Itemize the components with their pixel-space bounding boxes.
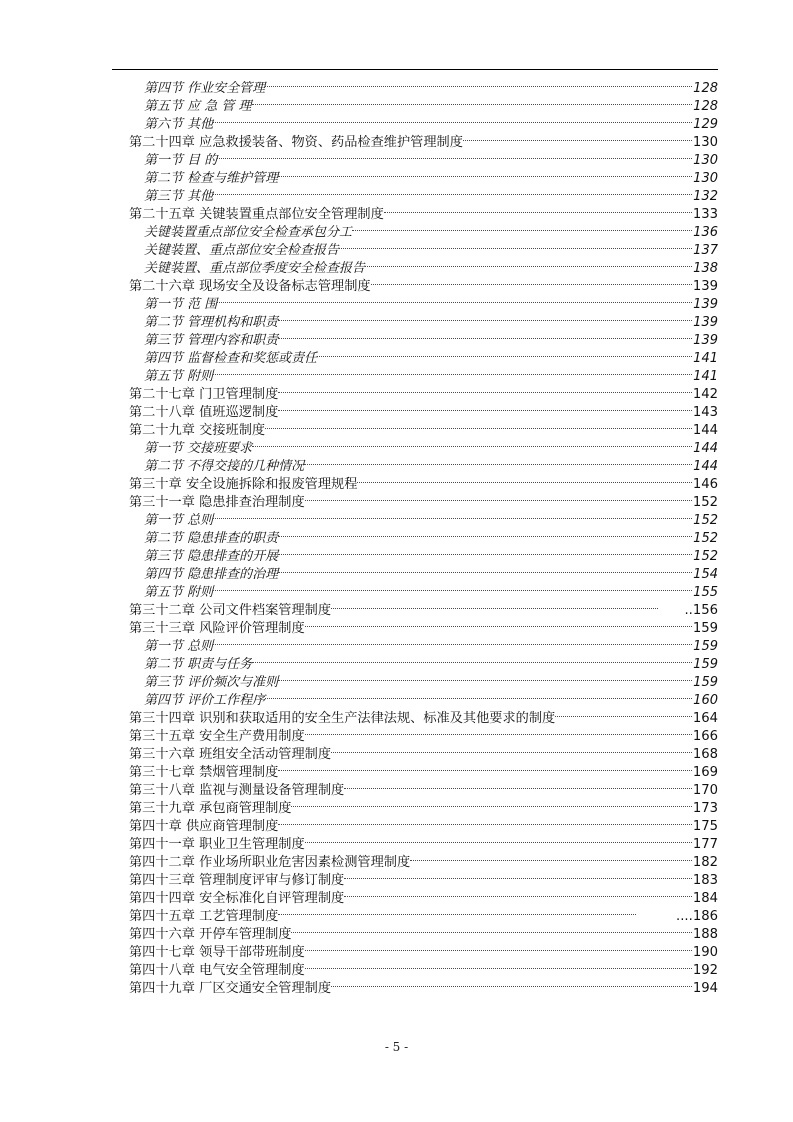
toc-entry-chapter[interactable] <box>0 272 793 294</box>
toc-entry-page-number: 169 <box>692 765 718 780</box>
toc-entry-section[interactable] <box>0 164 793 186</box>
toc-entry-title: 第四十一章 职业卫生管理制度 <box>129 837 305 852</box>
toc-dot-leader <box>252 434 692 452</box>
toc-entry-chapter[interactable] <box>0 956 793 978</box>
toc-entry-chapter[interactable] <box>0 758 793 780</box>
toc-entry-title: 第四十三章 管理制度评审与修订制度 <box>129 873 345 888</box>
toc-dot-leader <box>213 110 692 128</box>
toc-entry-page-number: ..156 <box>684 603 718 618</box>
toc-dot-leader <box>305 938 692 956</box>
toc-entry-section[interactable] <box>0 578 793 600</box>
toc-entry-page-number: 184 <box>692 891 718 906</box>
toc-entry-title: 第四节 作业安全管理 <box>144 81 266 96</box>
toc-entry-section[interactable] <box>0 542 793 564</box>
toc-entry-page-number: 141 <box>693 369 718 384</box>
toc-entry-page-number: 182 <box>692 855 718 870</box>
toc-dot-leader <box>305 614 692 632</box>
toc-entry-chapter[interactable] <box>0 470 793 492</box>
toc-entry-title: 第三十三章 风险评价管理制度 <box>129 621 305 636</box>
toc-entry-page-number: 155 <box>693 585 718 600</box>
toc-entry-title: 第四十九章 厂区交通安全管理制度 <box>129 981 332 996</box>
toc-entry-page-number: 139 <box>693 297 718 312</box>
toc-entry-section[interactable] <box>0 110 793 132</box>
toc-dot-leader <box>278 812 692 830</box>
toc-entry-page-number: 152 <box>693 531 718 546</box>
toc-dot-leader <box>384 200 692 218</box>
toc-entry-title: 第三十七章 禁烟管理制度 <box>129 765 279 780</box>
toc-entry-title: 第三节 评价频次与准则 <box>144 675 279 690</box>
toc-dot-leader <box>278 542 692 560</box>
toc-entry-section[interactable] <box>0 362 793 384</box>
toc-entry-page-number: 137 <box>693 243 718 258</box>
toc-dot-leader <box>344 884 692 902</box>
toc-entry-page-number: 146 <box>692 477 718 492</box>
toc-entry-chapter[interactable] <box>0 614 793 636</box>
toc-entry-title: 第五节 附则 <box>144 369 214 384</box>
toc-entry-page-number: 144 <box>693 441 718 456</box>
toc-dot-leader <box>317 344 692 362</box>
toc-dot-leader <box>305 830 692 848</box>
toc-entry-page-number: 141 <box>693 351 718 366</box>
toc-entry-title: 第三十八章 监视与测量设备管理制度 <box>129 783 345 798</box>
toc-entry-page-number: 129 <box>693 117 718 132</box>
toc-entry-section[interactable] <box>0 74 793 96</box>
toc-entry-title: 第三十六章 班组安全活动管理制度 <box>129 747 332 762</box>
toc-entry-page-number: 159 <box>693 657 718 672</box>
toc-entry-title: 第一节 范 围 <box>144 297 218 312</box>
toc-entry-title: 第四十二章 作业场所职业危害因素检测管理制度 <box>129 855 411 870</box>
toc-dot-leader <box>344 776 692 794</box>
toc-entry-chapter[interactable] <box>0 200 793 222</box>
toc-dot-leader <box>463 128 692 146</box>
toc-entry-section[interactable] <box>0 218 793 240</box>
toc-entry-page-number: 164 <box>692 711 718 726</box>
toc-entry-title: 第四十七章 领导干部带班制度 <box>129 945 305 960</box>
toc-entry-page-number: 183 <box>692 873 718 888</box>
toc-entry-title: 第二十八章 值班巡逻制度 <box>129 405 279 420</box>
toc-entry-title: 第二节 隐患排查的职责 <box>144 531 279 546</box>
toc-dot-leader <box>278 326 692 344</box>
toc-entry-page-number: 132 <box>693 189 718 204</box>
toc-entry-title: 第一节 交接班要求 <box>144 441 253 456</box>
toc-entry-page-number: 192 <box>692 963 718 978</box>
toc-entry-page-number: 139 <box>692 279 718 294</box>
toc-dot-leader <box>265 416 692 434</box>
toc-entry-title: 第三十五章 安全生产费用制度 <box>129 729 305 744</box>
toc-dot-leader <box>305 488 692 506</box>
toc-entry-title: 第三节 隐患排查的开展 <box>144 549 279 564</box>
toc-dot-leader <box>339 236 692 254</box>
toc-entry-title: 第一节 总则 <box>144 639 214 654</box>
toc-dot-leader <box>252 650 692 668</box>
toc-entry-page-number: 130 <box>693 153 718 168</box>
toc-entry-page-number: 128 <box>693 81 718 96</box>
toc-dot-leader <box>365 254 692 272</box>
toc-dot-leader <box>555 704 692 722</box>
toc-dot-leader <box>278 398 692 416</box>
toc-entry-page-number: 139 <box>693 333 718 348</box>
toc-dot-leader <box>357 470 692 488</box>
toc-entry-chapter[interactable] <box>0 776 793 798</box>
toc-dot-leader <box>410 848 692 866</box>
toc-entry-section[interactable] <box>0 560 793 582</box>
toc-entry-page-number: 159 <box>692 621 718 636</box>
toc-entry-section[interactable] <box>0 506 793 528</box>
toc-entry-title: 第四十四章 安全标准化自评管理制度 <box>129 891 345 906</box>
toc-dot-leader <box>213 362 692 380</box>
toc-entry-chapter[interactable] <box>0 128 793 150</box>
toc-entry-title: 第四节 监督检查和奖惩或责任 <box>144 351 318 366</box>
toc-entry-title: 第四十六章 开停车管理制度 <box>129 927 292 942</box>
toc-entry-chapter[interactable] <box>0 974 793 996</box>
toc-dot-leader <box>344 866 692 884</box>
toc-entry-page-number: 152 <box>693 513 718 528</box>
toc-dot-leader <box>217 146 692 164</box>
toc-entry-page-number: 152 <box>693 549 718 564</box>
toc-entry-chapter[interactable] <box>0 812 793 834</box>
toc-entry-page-number: 190 <box>692 945 718 960</box>
toc-entry-page-number: 159 <box>693 639 718 654</box>
toc-dot-leader <box>278 668 692 686</box>
toc-entry-title: 第二节 管理机构和职责 <box>144 315 279 330</box>
toc-entry-chapter[interactable] <box>0 830 793 852</box>
toc-entry-title: 第三十九章 承包商管理制度 <box>129 801 292 816</box>
toc-entry-section[interactable] <box>0 290 793 312</box>
toc-entry-chapter[interactable] <box>0 938 793 960</box>
toc-entry-page-number: 144 <box>693 459 718 474</box>
toc-entry-title: 第二十五章 关键装置重点部位安全管理制度 <box>129 207 384 222</box>
toc-dot-leader <box>291 794 692 812</box>
toc-entry-page-number: 144 <box>692 423 718 438</box>
toc-dot-leader <box>305 956 692 974</box>
toc-entry-chapter[interactable] <box>0 794 793 816</box>
toc-entry-section[interactable] <box>0 146 793 168</box>
toc-entry-title: 第三节 其他 <box>144 189 214 204</box>
toc-entry-section[interactable] <box>0 632 793 654</box>
toc-dot-leader <box>371 272 692 290</box>
toc-entry-chapter[interactable] <box>0 704 793 726</box>
toc-entry-page-number: 138 <box>693 261 718 276</box>
toc-entry-chapter[interactable] <box>0 866 793 888</box>
toc-entry-title: 第二十七章 门卫管理制度 <box>129 387 279 402</box>
toc-entry-title: 第五节 附则 <box>144 585 214 600</box>
toc-entry-title: 第四十五章 工艺管理制度 <box>129 909 279 924</box>
toc-dot-leader <box>305 722 692 740</box>
toc-entry-page-number: 160 <box>693 693 718 708</box>
toc-dot-leader <box>278 560 692 578</box>
toc-dot-leader <box>331 974 692 992</box>
toc-entry-chapter[interactable] <box>0 398 793 420</box>
toc-entry-title: 关键装置、重点部位季度安全检查报告 <box>144 261 366 276</box>
toc-entry-section[interactable] <box>0 668 793 690</box>
toc-entry-title: 第三十章 安全设施拆除和报废管理规程 <box>129 477 358 492</box>
toc-entry-page-number: 136 <box>693 225 718 240</box>
toc-entry-title: 第三十四章 识别和获取适用的安全生产法律法规、标准及其他要求的制度 <box>129 711 556 726</box>
toc-entry-chapter[interactable] <box>0 920 793 942</box>
toc-entry-page-number: 188 <box>692 927 718 942</box>
toc-entry-chapter[interactable] <box>0 884 793 906</box>
table-of-contents <box>0 74 793 996</box>
toc-entry-page-number: 139 <box>693 315 718 330</box>
toc-entry-section[interactable] <box>0 92 793 114</box>
toc-entry-title: 第六节 其他 <box>144 117 214 132</box>
toc-entry-page-number: 159 <box>693 675 718 690</box>
toc-entry-page-number: 175 <box>692 819 718 834</box>
toc-entry-title: 第五节 应 急 管 理 <box>144 99 252 114</box>
toc-entry-title: 第二十四章 应急救援装备、物资、药品检查维护管理制度 <box>129 135 463 150</box>
toc-dot-leader <box>217 290 692 308</box>
toc-entry-page-number: 168 <box>692 747 718 762</box>
header-separator-rule <box>112 69 718 70</box>
toc-dot-leader <box>352 218 692 236</box>
toc-entry-title: 第二十六章 现场安全及设备标志管理制度 <box>129 279 371 294</box>
toc-entry-page-number: 152 <box>692 495 718 510</box>
toc-entry-page-number: 154 <box>693 567 718 582</box>
toc-dot-leader <box>265 74 692 92</box>
toc-entry-chapter[interactable] <box>0 380 793 402</box>
toc-entry-title: 第四十八章 电气安全管理制度 <box>129 963 305 978</box>
toc-entry-title: 第二十九章 交接班制度 <box>129 423 266 438</box>
toc-dot-leader <box>278 164 692 182</box>
toc-entry-section[interactable] <box>0 326 793 348</box>
toc-entry-chapter[interactable] <box>0 902 793 924</box>
toc-entry-title: 第四十章 供应商管理制度 <box>129 819 279 834</box>
toc-entry-page-number: 133 <box>692 207 718 222</box>
toc-dot-leader <box>252 92 692 110</box>
toc-entry-page-number: 166 <box>692 729 718 744</box>
toc-dot-leader <box>213 182 692 200</box>
toc-entry-chapter[interactable] <box>0 596 793 618</box>
toc-entry-page-number: 143 <box>692 405 718 420</box>
toc-entry-title: 第四节 隐患排查的治理 <box>144 567 279 582</box>
toc-entry-page-number: 173 <box>692 801 718 816</box>
toc-dot-leader <box>213 506 692 524</box>
toc-dot-leader <box>331 740 692 758</box>
toc-entry-section[interactable] <box>0 686 793 708</box>
toc-dot-leader <box>331 596 684 614</box>
toc-entry-title: 第一节 总则 <box>144 513 214 528</box>
toc-entry-page-number: 142 <box>692 387 718 402</box>
toc-dot-leader <box>278 902 676 920</box>
toc-entry-title: 第三十二章 公司文件档案管理制度 <box>129 603 332 618</box>
toc-dot-leader <box>304 452 692 470</box>
toc-dot-leader <box>213 632 692 650</box>
toc-entry-section[interactable] <box>0 236 793 258</box>
toc-entry-chapter[interactable] <box>0 722 793 744</box>
toc-entry-section[interactable] <box>0 182 793 204</box>
toc-entry-section[interactable] <box>0 650 793 672</box>
toc-entry-section[interactable] <box>0 434 793 456</box>
toc-entry-section[interactable] <box>0 452 793 474</box>
toc-entry-page-number: 194 <box>692 981 718 996</box>
toc-entry-page-number: 130 <box>693 171 718 186</box>
toc-entry-section[interactable] <box>0 524 793 546</box>
toc-dot-leader <box>265 686 692 704</box>
toc-entry-chapter[interactable] <box>0 740 793 762</box>
toc-entry-title: 第二节 检查与维护管理 <box>144 171 279 186</box>
toc-entry-page-number: 128 <box>693 99 718 114</box>
toc-entry-chapter[interactable] <box>0 416 793 438</box>
toc-entry-page-number: 177 <box>692 837 718 852</box>
toc-dot-leader <box>278 308 692 326</box>
toc-entry-title: 第二节 职责与任务 <box>144 657 253 672</box>
toc-entry-title: 第四节 评价工作程序 <box>144 693 266 708</box>
toc-entry-title: 第一节 目 的 <box>144 153 218 168</box>
toc-entry-chapter[interactable] <box>0 848 793 870</box>
toc-entry-title: 第三节 管理内容和职责 <box>144 333 279 348</box>
page-number-footer: - 5 - <box>384 1040 409 1054</box>
toc-entry-title: 关键装置、重点部位安全检查报告 <box>144 243 340 258</box>
toc-entry-section[interactable] <box>0 308 793 330</box>
toc-entry-title: 第三十一章 隐患排查治理制度 <box>129 495 305 510</box>
toc-entry-page-number: 170 <box>692 783 718 798</box>
toc-entry-title: 第二节 不得交接的几种情况 <box>144 459 305 474</box>
toc-dot-leader <box>278 524 692 542</box>
toc-dot-leader <box>278 758 692 776</box>
toc-dot-leader <box>278 380 692 398</box>
toc-entry-page-number: ....186 <box>676 909 718 924</box>
toc-entry-chapter[interactable] <box>0 488 793 510</box>
toc-entry-title: 关键装置重点部位安全检查承包分工 <box>144 225 353 240</box>
toc-entry-page-number: 130 <box>692 135 718 150</box>
toc-entry-section[interactable] <box>0 254 793 276</box>
toc-dot-leader <box>291 920 692 938</box>
toc-dot-leader <box>213 578 692 596</box>
toc-entry-section[interactable] <box>0 344 793 366</box>
